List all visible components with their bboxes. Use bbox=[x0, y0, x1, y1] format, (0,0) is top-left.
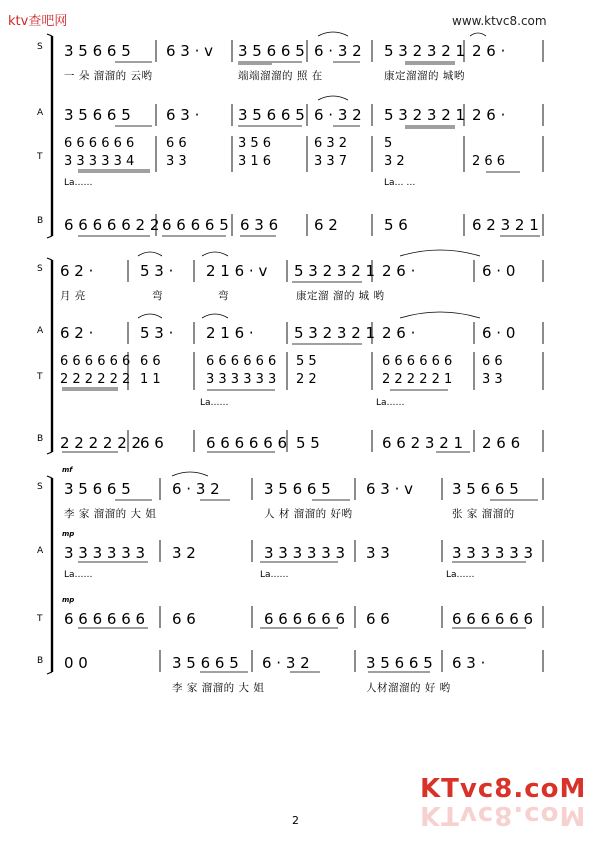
part-label-bass: B bbox=[37, 656, 44, 666]
dynamic-mark: mp bbox=[62, 596, 75, 604]
soprano-lyric: 康定溜溜的 城哟 bbox=[384, 70, 465, 82]
part-label-soprano: S bbox=[37, 42, 43, 52]
tenor-lower-measure: 2 2 2 2 2 1 bbox=[382, 372, 453, 387]
part-label-bass: B bbox=[37, 434, 44, 444]
bass-measure: 6 6 6 6 5 bbox=[162, 216, 229, 234]
soprano-measure: 6 2 · bbox=[60, 262, 94, 280]
bass-measure: 6 3 · bbox=[452, 654, 486, 672]
bass-measure: 6 6 6 6 6 2 2 bbox=[64, 216, 160, 234]
alto-measure: 3 5 6 6 5 bbox=[64, 106, 131, 124]
alto-measure: 6 · 3 2 bbox=[314, 106, 362, 124]
bass-measure: 6 · 3 2 bbox=[262, 654, 310, 672]
tenor-lower-measure: 3 2 bbox=[384, 154, 405, 169]
soprano-measure: 3 5 6 6 5 bbox=[64, 42, 131, 60]
tenor-upper-measure: 6 6 bbox=[166, 136, 187, 151]
tenor-lower-measure: 3 3 bbox=[482, 372, 503, 387]
alto-la: La…… bbox=[446, 570, 475, 580]
tenor-upper-measure: 5 bbox=[384, 136, 393, 151]
dynamic-mark: mf bbox=[62, 466, 73, 474]
soprano-lyric: 张 家 溜溜的 bbox=[452, 508, 515, 520]
soprano-measure: 2 1 6 · v bbox=[206, 262, 268, 280]
tenor-la: La…… bbox=[64, 178, 93, 188]
alto-measure: 6 · 0 bbox=[482, 324, 516, 342]
soprano-measure: 5 3 2 3 2 1 bbox=[384, 42, 466, 60]
soprano-measure: 6 · 0 bbox=[482, 262, 516, 280]
alto-measure: 5 3 2 3 2 1 bbox=[294, 324, 376, 342]
tenor-lower-measure: 2 6 6 bbox=[472, 154, 506, 169]
tenor-la: La…… bbox=[200, 398, 229, 408]
tenor-lower-measure: 3 3 3 3 3 3 bbox=[206, 372, 277, 387]
tenor-measure: 6 6 6 6 6 6 bbox=[264, 610, 346, 628]
part-label-tenor: T bbox=[37, 614, 43, 624]
bass-measure: 2 6 6 bbox=[482, 434, 521, 452]
site-url-right: www.ktvc8.com bbox=[452, 14, 547, 28]
soprano-measure: 2 6 · bbox=[472, 42, 506, 60]
bass-measure: 6 6 2 3 2 1 bbox=[382, 434, 464, 452]
tenor-lower-measure: 3 3 3 3 3 4 bbox=[64, 154, 135, 169]
soprano-measure: 5 3 · bbox=[140, 262, 174, 280]
bass-measure: 6 6 bbox=[140, 434, 164, 452]
part-label-alto: A bbox=[37, 108, 44, 118]
tenor-lower-measure: 2 2 bbox=[296, 372, 317, 387]
soprano-measure: 3 5 6 6 5 bbox=[452, 480, 519, 498]
part-label-bass: B bbox=[37, 216, 44, 226]
tenor-upper-measure: 6 6 6 6 6 6 bbox=[60, 354, 131, 369]
part-label-alto: A bbox=[37, 326, 44, 336]
tenor-lower-measure: 1 1 bbox=[140, 372, 161, 387]
soprano-measure: 5 3 2 3 2 1 bbox=[294, 262, 376, 280]
tenor-upper-measure: 6 3 2 bbox=[314, 136, 348, 151]
soprano-lyric: 一 朵 溜溜的 云哟 bbox=[64, 70, 153, 82]
bass-lyric: 人材溜溜的 好 哟 bbox=[366, 682, 451, 694]
alto-la: La…… bbox=[260, 570, 289, 580]
bass-measure: 6 6 6 6 6 6 bbox=[206, 434, 288, 452]
alto-measure: 2 1 6 · bbox=[206, 324, 254, 342]
soprano-lyric: 弯 bbox=[152, 290, 163, 302]
alto-measure: 2 6 · bbox=[382, 324, 416, 342]
part-label-soprano: S bbox=[37, 482, 43, 492]
soprano-lyric: 人 材 溜溜的 好哟 bbox=[264, 508, 353, 520]
tenor-measure: 6 6 6 6 6 6 bbox=[452, 610, 534, 628]
bass-measure: 6 3 6 bbox=[240, 216, 279, 234]
alto-measure: 3 5 6 6 5 bbox=[238, 106, 305, 124]
brand-logo-reflection: KTvc8.coM bbox=[420, 800, 587, 830]
part-label-soprano: S bbox=[37, 264, 43, 274]
bass-measure: 2 2 2 2 2 2 bbox=[60, 434, 142, 452]
soprano-lyric: 月 亮 bbox=[60, 290, 86, 302]
bass-measure: 3 5 6 6 5 bbox=[172, 654, 239, 672]
bass-measure: 6 2 3 2 1 bbox=[472, 216, 539, 234]
alto-measure: 6 3 · bbox=[166, 106, 200, 124]
soprano-lyric: 弯 bbox=[218, 290, 229, 302]
alto-la: La…… bbox=[64, 570, 93, 580]
soprano-measure: 2 6 · bbox=[382, 262, 416, 280]
tenor-measure: 6 6 6 6 6 6 bbox=[64, 610, 146, 628]
alto-measure: 3 3 3 3 3 3 bbox=[264, 544, 346, 562]
tenor-la: La…… bbox=[376, 398, 405, 408]
tenor-upper-measure: 6 6 bbox=[482, 354, 503, 369]
tenor-lower-measure: 3 3 7 bbox=[314, 154, 348, 169]
bass-measure: 5 5 bbox=[296, 434, 320, 452]
brand-logo: KTvc8.coM bbox=[420, 774, 587, 804]
tenor-upper-measure: 6 6 6 6 6 6 bbox=[382, 354, 453, 369]
bass-measure: 3 5 6 6 5 bbox=[366, 654, 433, 672]
tenor-upper-measure: 6 6 6 6 6 6 bbox=[206, 354, 277, 369]
soprano-lyric: 李 家 溜溜的 大 姐 bbox=[64, 508, 157, 520]
tenor-upper-measure: 5 5 bbox=[296, 354, 317, 369]
tenor-lower-measure: 3 3 bbox=[166, 154, 187, 169]
tenor-upper-measure: 6 6 bbox=[140, 354, 161, 369]
part-label-tenor: T bbox=[37, 372, 43, 382]
alto-measure: 5 3 · bbox=[140, 324, 174, 342]
alto-measure: 2 6 · bbox=[472, 106, 506, 124]
bass-measure: 6 2 bbox=[314, 216, 338, 234]
tenor-upper-measure: 6 6 6 6 6 6 bbox=[64, 136, 135, 151]
tenor-upper-measure: 3 5 6 bbox=[238, 136, 272, 151]
tenor-lower-measure: 3 1 6 bbox=[238, 154, 272, 169]
soprano-measure: 6 · 3 2 bbox=[172, 480, 220, 498]
soprano-measure: 3 5 6 6 5 bbox=[64, 480, 131, 498]
alto-measure: 6 2 · bbox=[60, 324, 94, 342]
soprano-lyric: 端端溜溜的 照 在 bbox=[238, 70, 323, 82]
alto-measure: 3 3 3 3 3 3 bbox=[452, 544, 534, 562]
bass-lyric: 李 家 溜溜的 大 姐 bbox=[172, 682, 265, 694]
alto-measure: 5 3 2 3 2 1 bbox=[384, 106, 466, 124]
tenor-la: La… … bbox=[384, 178, 416, 188]
soprano-measure: 3 5 6 6 5 bbox=[238, 42, 305, 60]
part-label-tenor: T bbox=[37, 152, 43, 162]
bass-measure: 5 6 bbox=[384, 216, 408, 234]
site-name-left: ktv查吧网 bbox=[8, 14, 68, 29]
tenor-measure: 6 6 bbox=[366, 610, 390, 628]
tenor-measure: 6 6 bbox=[172, 610, 196, 628]
soprano-measure: 6 3 · v bbox=[166, 42, 214, 60]
soprano-measure: 6 3 · v bbox=[366, 480, 414, 498]
part-label-alto: A bbox=[37, 546, 44, 556]
bass-measure: 0 0 bbox=[64, 654, 88, 672]
soprano-measure: 3 5 6 6 5 bbox=[264, 480, 331, 498]
alto-measure: 3 3 bbox=[366, 544, 390, 562]
tenor-lower-measure: 2 2 2 2 2 2 bbox=[60, 372, 131, 387]
soprano-lyric: 康定溜 溜的 城 哟 bbox=[296, 290, 385, 302]
alto-measure: 3 2 bbox=[172, 544, 196, 562]
dynamic-mark: mp bbox=[62, 530, 75, 538]
page-number: 2 bbox=[292, 814, 299, 827]
soprano-measure: 6 · 3 2 bbox=[314, 42, 362, 60]
alto-measure: 3 3 3 3 3 3 bbox=[64, 544, 146, 562]
